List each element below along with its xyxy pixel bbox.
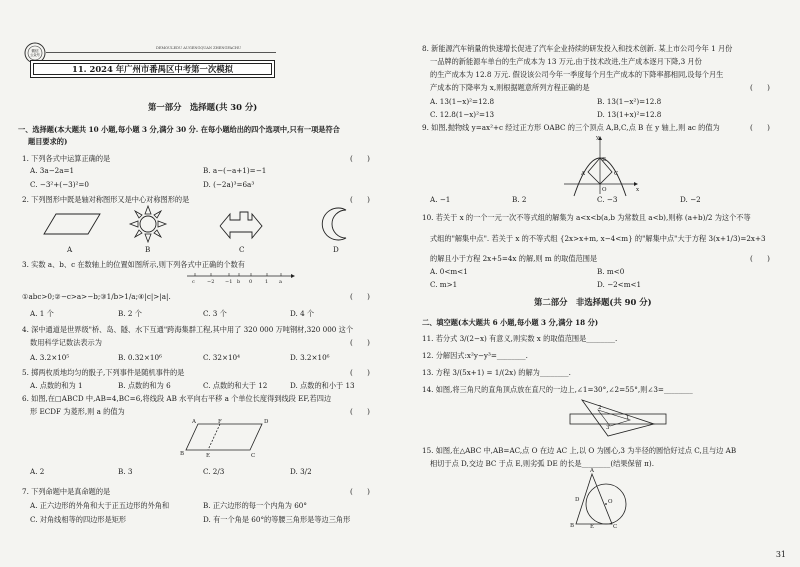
q2-sun-figure xyxy=(128,204,168,244)
q3-axis-label-c: c xyxy=(192,279,195,285)
q10-option-c: C. m>1 xyxy=(430,280,458,289)
q15-line2: 相切于点 D,交边 BC 于点 E,则劣弧 DE 的长是________(结果保留 π). xyxy=(430,459,654,468)
q5-option-c: C. 点数的和大于 12 xyxy=(203,381,268,390)
q2-parallelogram-figure xyxy=(42,210,102,238)
q15-label-o: O xyxy=(608,499,613,505)
q3-stem: 3. 实数 a、b、c 在数轴上的位置如图所示,则下列各式中正确的个数有 xyxy=(22,260,245,269)
q14-label-3: 3 xyxy=(606,425,610,431)
q8-line1: 8. 新能源汽车销量的快速增长促进了汽车企业持续的研发投入和技术创新. 某上市公司今年 1 月份 xyxy=(422,44,733,53)
q10-line3: 的解且小于方程 2x+5=4x 的解,则 m 的取值范围是 xyxy=(430,254,598,263)
q2-paren: ( ) xyxy=(350,195,370,204)
part1-intro-line1: 一、选择题(本大题共 10 小题,每小题 3 分,满分 30 分. 在每小题给出的四个选项中,只有一项是符合 xyxy=(18,125,340,134)
q5-option-b: B. 点数的和为 6 xyxy=(118,381,171,390)
q6-label-b: B xyxy=(180,451,185,457)
q9-label-a: A xyxy=(581,171,585,177)
header-small-text: DEMOULEDU AUGENGQUAN ZHENGFACHU xyxy=(156,46,242,50)
q13-text: 13. 方程 3/(5x+1) = 1/(2x) 的解为________. xyxy=(422,368,571,377)
q2-stem: 2. 下列图形中既是轴对称图形又是中心对称图形的是 xyxy=(22,195,190,204)
q6-option-c: C. 2/3 xyxy=(203,467,225,476)
q9-label-y: y xyxy=(596,135,600,141)
q10-line2: 式组的"解集中点". 若关于 x 的不等式组 {2x>x+m, x−4<m} 的"解集中点"大于方程 3(x+1/3)=2x+3 xyxy=(430,234,766,243)
q15-label-e: E xyxy=(590,524,595,530)
q15-label-a: A xyxy=(590,468,594,474)
q3-items: ①abc>0;②−c>a>−b;③1/b>1/a;④|c|>|a|. xyxy=(22,292,171,301)
q2-label-a: A xyxy=(67,245,73,254)
q8-option-d: D. 13(1+x)²=12.8 xyxy=(597,110,662,119)
q1-option-a: A. 3a−2a=1 xyxy=(30,166,75,175)
q6-option-d: D. 3/2 xyxy=(290,467,312,476)
q4-option-c: C. 32×10⁴ xyxy=(203,353,241,362)
q15-circle-triangle-figure xyxy=(570,470,640,528)
q3-paren: ( ) xyxy=(350,292,370,301)
q15-label-d: D xyxy=(575,497,580,503)
q6-label-a: A xyxy=(192,419,196,425)
q8-line4: 产成本的下降率为 x,则根据题意所列方程正确的是 xyxy=(430,83,590,92)
q9-option-c: C. −3 xyxy=(597,195,618,204)
q6-paren: ( ) xyxy=(350,407,370,416)
q3-option-b: B. 2 个 xyxy=(118,309,142,318)
q3-axis-label-a: a xyxy=(279,279,282,285)
q6-label-f: F xyxy=(218,419,222,425)
q11-text: 11. 若分式 3/(2−x) 有意义,则实数 x 的取值范围是________. xyxy=(422,334,618,343)
q8-paren: ( ) xyxy=(750,83,770,92)
q6-option-a: A. 2 xyxy=(30,467,45,476)
q8-option-b: B. 13(1−x²)=12.8 xyxy=(597,97,662,106)
q1-stem: 1. 下列各式中运算正确的是 xyxy=(22,154,111,163)
q1-option-c: C. −3²+(−3)²=0 xyxy=(30,180,89,189)
q14-text: 14. 如图,将三角尺的直角顶点放在直尺的一边上,∠1=30°,∠2=55°,则∠3=________ xyxy=(422,385,693,394)
q3-axis-label-neg1: −1 xyxy=(225,279,233,285)
q8-line2: 一品牌的新能源车单台的生产成本为 13 万元,由于技术改进,生产成本逐月下降,3 月份 xyxy=(430,57,702,66)
q6-parallelogram-figure xyxy=(186,419,269,456)
q6-label-d: D xyxy=(264,419,269,425)
q2-crescent-figure xyxy=(318,206,354,242)
q1-paren: ( ) xyxy=(350,154,370,163)
q6-label-e: E xyxy=(206,453,211,459)
q5-option-a: A. 点数的和为 1 xyxy=(30,381,83,390)
q6-option-b: B. 3 xyxy=(118,467,133,476)
q8-option-c: C. 12.8(1−x)²=13 xyxy=(430,110,495,119)
svg-text:微信: 微信 xyxy=(31,49,39,53)
part1-intro-line2: 题目要求的) xyxy=(28,137,68,146)
q1-option-d: D. (−2a)³=6a³ xyxy=(203,180,255,189)
q9-option-d: D. −2 xyxy=(680,195,701,204)
q3-option-a: A. 1 个 xyxy=(30,309,54,318)
q2-label-c: C xyxy=(239,245,245,254)
q4-option-b: B. 0.32×10⁶ xyxy=(118,353,162,362)
q6-line2: 形 ECDF 为菱形,则 a 的值为 xyxy=(30,407,125,416)
q9-paren: ( ) xyxy=(750,123,770,132)
q9-label-c: C xyxy=(614,171,619,177)
header-bar xyxy=(46,46,276,54)
part2-intro: 二、填空题(本大题共 6 小题,每小题 3 分,满分 18 分) xyxy=(422,318,599,327)
q4-option-a: A. 3.2×10⁵ xyxy=(30,353,70,362)
q3-axis-label-1: 1 xyxy=(265,279,269,285)
q3-axis-label-b: b xyxy=(237,279,241,285)
part2-heading: 第二部分 非选择题(共 90 分) xyxy=(534,297,652,307)
q4-line2: 数用科学记数法表示为 xyxy=(30,338,102,347)
q12-text: 12. 分解因式:x²y−y³=________. xyxy=(422,351,528,360)
q15-line1: 15. 如图,在△ABC 中,AB=AC,点 O 在边 AC 上,以 O 为圆心,3 为半径的圆恰好过点 C,且与边 AB xyxy=(422,446,737,455)
svg-text:公众号: 公众号 xyxy=(30,53,40,57)
q9-option-b: B. 2 xyxy=(512,195,527,204)
q9-option-a: A. −1 xyxy=(430,195,451,204)
q14-ruler-triangle-figure xyxy=(568,396,668,440)
q6-label-c: C xyxy=(251,453,256,459)
q1-option-b: B. a−(−a+1)=−1 xyxy=(203,166,267,175)
q3-option-c: C. 3 个 xyxy=(203,309,227,318)
q4-line1: 4. 深中通道是世界级"桥、岛、隧、水下互通"跨海集群工程,其中用了 320 000 万吨钢材,320 000 这个 xyxy=(22,325,354,334)
q7-paren: ( ) xyxy=(350,487,370,496)
q3-option-d: D. 4 个 xyxy=(290,309,315,318)
q5-paren: ( ) xyxy=(350,368,370,377)
q9-label-b: B xyxy=(602,157,607,163)
q5-option-d: D. 点数的和小于 13 xyxy=(290,381,355,390)
q10-line1: 10. 若关于 x 的一个一元一次不等式组的解集为 a<x<b(a,b 为常数且 a<b),则称 (a+b)/2 为这个不等 xyxy=(422,213,751,222)
q7-stem: 7. 下列命题中是真命题的是 xyxy=(22,487,111,496)
q5-stem: 5. 掷两枚质地均匀的骰子,下列事件是随机事件的是 xyxy=(22,368,185,377)
q2-double-arrow-figure xyxy=(218,208,264,242)
q4-option-d: D. 3.2×10⁶ xyxy=(290,353,330,362)
q14-label-2: 2 xyxy=(598,405,602,411)
q9-label-x: x xyxy=(636,187,640,193)
exam-title-banner xyxy=(30,60,275,78)
q14-label-1: 1 xyxy=(626,415,630,421)
q4-paren: ( ) xyxy=(350,338,370,347)
part1-heading: 第一部分 选择题(共 30 分) xyxy=(148,102,258,112)
q10-option-b: B. m<0 xyxy=(597,267,625,276)
q10-option-a: A. 0<m<1 xyxy=(430,267,468,276)
q7-option-d: D. 有一个角是 60°的等腰三角形是等边三角形 xyxy=(203,515,351,524)
q2-label-d: D xyxy=(333,245,339,254)
q3-axis-label-neg2: −2 xyxy=(207,279,215,285)
page-number: 31 xyxy=(775,550,786,559)
q8-option-a: A. 13(1−x)²=12.8 xyxy=(430,97,495,106)
q7-option-a: A. 正六边形的外角和大于正五边形的外角和 xyxy=(30,501,170,510)
q6-line1: 6. 如图,在□ABCD 中,AB=4,BC=6,将线段 AB 水平向右平移 a 个单位长度得到线段 EF,若四边 xyxy=(22,394,332,403)
q15-label-b: B xyxy=(570,523,575,529)
q9-parabola-figure xyxy=(560,136,640,198)
q8-line3: 的生产成本为 12.8 万元. 假设该公司今年一季度每个月生产成本的下降率都相同,设每个月生 xyxy=(430,70,724,79)
q9-label-o: O xyxy=(602,187,607,193)
q10-option-d: D. −2<m<1 xyxy=(597,280,642,289)
q7-option-b: B. 正六边形的每一个内角为 60° xyxy=(203,501,307,510)
q2-label-b: B xyxy=(145,245,151,254)
q15-label-c: C xyxy=(613,524,618,530)
q7-option-c: C. 对角线相等的四边形是矩形 xyxy=(30,515,127,524)
exam-title: 11. 2024 年广州市番禺区中考第一次模拟 xyxy=(33,63,272,75)
q10-paren: ( ) xyxy=(750,254,770,263)
q3-axis-label-0: 0 xyxy=(249,279,253,285)
q9-stem: 9. 如图,抛物线 y=ax²+c 经过正方形 OABC 的三个顶点 A,B,C,点 B 在 y 轴上,则 ac 的值为 xyxy=(422,123,720,132)
